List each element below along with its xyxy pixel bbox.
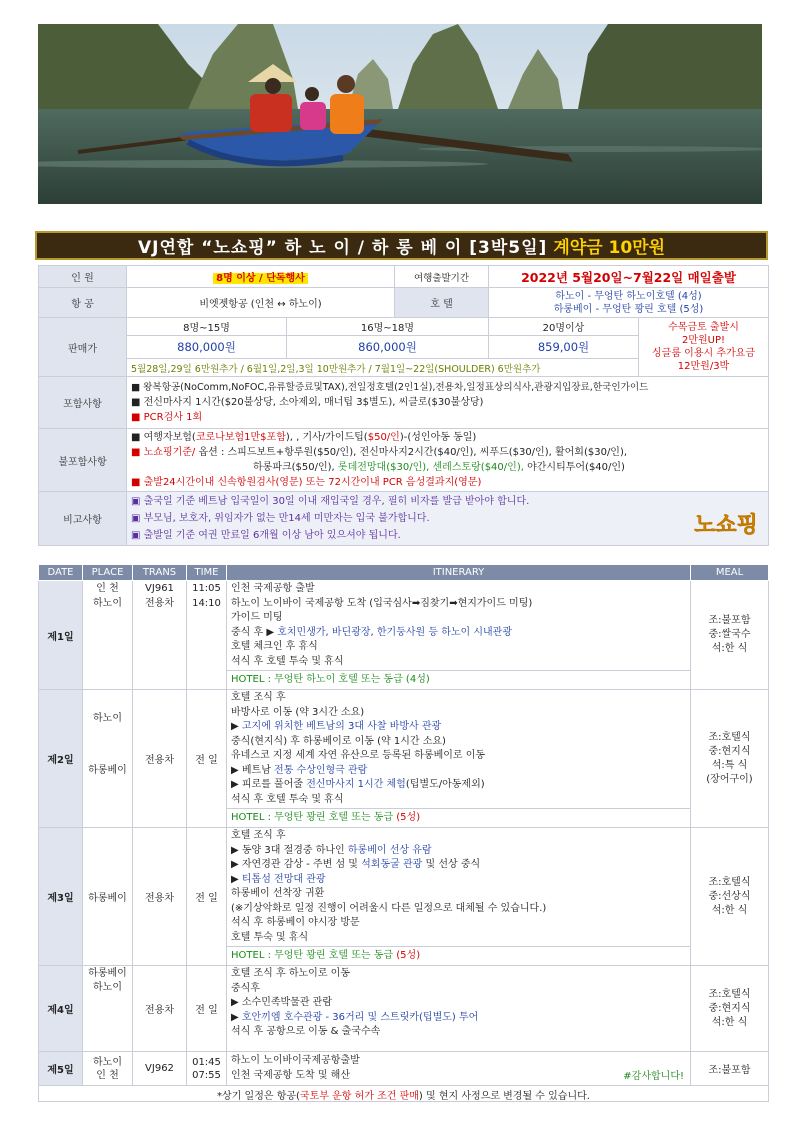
- exclude-2b: 옵션 : 스피드보트+항루원($50/인), 전신마사지2시간($40/인), 씨푸드($30/인), 활어회($30/인),: [195, 447, 628, 458]
- day2-trans: 전용차: [133, 690, 187, 828]
- day2-place1: 하노이: [93, 712, 122, 724]
- day1-line4b: 호치민생가, 바딘광장, 한기둥사원 등 하노이 시내관광: [277, 626, 512, 638]
- day4-line1: 호텔 조식 후 하노이로 이동: [231, 968, 350, 979]
- day2-line8: 석식 후 호텔 투숙 및 휴식: [231, 793, 344, 805]
- day2-line7b: 전신마사지 1시간 체험: [306, 779, 406, 790]
- include-line-1: ■ 왕복항공(NoComm,NoFOC,유류할증료및TAX),전일정호텔(2인1실),전용차,일정표상의식사,관광지입장료,한국인가이드: [131, 382, 649, 393]
- day5-line2: 인천 국제공항 도착 및 해산: [231, 1069, 350, 1081]
- day1-time: 11:05 14:10: [187, 581, 227, 690]
- hotel-halong: 하롱베이 - 무엉탄 꽝린 호텔 (5성): [553, 303, 704, 315]
- hero-photo: [38, 24, 762, 204]
- exclude-3b: 롯데전망대($30/인), 센레스토랑($40/인),: [337, 462, 524, 473]
- price-label: 판매가: [39, 318, 127, 377]
- day2-line3a: ▶: [231, 721, 242, 732]
- day5-meal: 조:불포함: [691, 1052, 769, 1086]
- exclude-3c: 야간시티투어($40/인): [523, 462, 625, 473]
- day1-line5: 호텔 체크인 후 휴식: [231, 641, 318, 652]
- day3-time: 전 일: [187, 828, 227, 966]
- day1-line3: 가이드 미팅: [231, 612, 283, 623]
- price-2: 860,000원: [358, 340, 417, 354]
- header-trans: TRANS: [133, 565, 187, 581]
- day3-line7: 석식 후 하롱베이 야시장 방문: [231, 917, 360, 928]
- day2-label: 제2일: [39, 690, 83, 828]
- day2-place2: 하롱베이: [88, 764, 127, 776]
- price-note-4: 12만원/3박: [677, 361, 730, 372]
- day3-meal: 조:호텔식 중:선상식 석:한 식: [691, 828, 769, 966]
- day1-meal: 조:불포함 중:쌀국수 석:한 식: [691, 581, 769, 690]
- airline-value: 비엣젯항공 (인천 ↔ 하노이): [127, 288, 395, 318]
- day2-hotel: HOTEL : 무엉탄 꽝린 호텔 또는 동급: [231, 812, 397, 823]
- note-c: ) 및 현지 사정으로 변경될 수 있습니다.: [418, 1091, 590, 1102]
- day1-line4a: 중식 후 ▶: [231, 626, 278, 638]
- exclude-1a: ■ 여행자보험(: [131, 432, 196, 443]
- day2-line4: 중식(현지식) 후 하롱베이로 이동 (약 1시간 소요): [231, 735, 446, 747]
- day2-hotel-grade: (5성): [396, 812, 421, 823]
- day4-label: 제4일: [39, 966, 83, 1052]
- day3-line3b: 석회동굴 관광: [361, 859, 423, 870]
- exclude-1d: $50/인: [367, 432, 400, 443]
- day2-line6b: 전통 수상인형극 관람: [274, 764, 368, 776]
- tour-title: VJ연합 “노쇼핑” 하 노 이 / 하 롱 베 이 [3박5일]: [137, 238, 548, 258]
- day5-time: 01:45 07:55: [187, 1052, 227, 1086]
- day1-line2: 하노이 노이바이 국제공항 도착 (입국심사➡짐찾기➡현지가이드 미팅): [231, 597, 533, 609]
- day4-time: 전 일: [187, 966, 227, 1052]
- day5-place: 하노이 인 천: [83, 1052, 133, 1086]
- day4-trans: 전용차: [133, 966, 187, 1052]
- include-line-3: ■ PCR검사 1회: [131, 412, 203, 423]
- hotel-hanoi: 하노이 - 무엉탄 하노이호텔 (4성): [555, 290, 702, 302]
- day1-line6: 석식 후 호텔 투숙 및 휴식: [231, 655, 344, 667]
- day2-line1: 호텔 조식 후: [231, 692, 286, 703]
- hotel-label: 호 텔: [395, 288, 489, 318]
- remark-line-1: ▣ 출국일 기준 베트남 입국일이 30일 이내 재입국일 경우, 필히 비자를 발급 받아야 합니다.: [131, 496, 530, 507]
- day4-line2: 중식후: [231, 982, 260, 994]
- note-b: 국토부 운항 허가 조건 판매: [299, 1091, 419, 1102]
- surcharge-text: 5월28일,29일 6만원추가 / 6월1일,2일,3일 10만원추가 / 7월1일~22일(SHOULDER) 6만원추가: [127, 359, 639, 377]
- header-date: DATE: [39, 565, 83, 581]
- itinerary-table: [38, 564, 769, 1086]
- day2-time: 전 일: [187, 690, 227, 828]
- price-note-2: 2만원UP!: [681, 335, 726, 346]
- day2-line6a: ▶ 베트남: [231, 764, 275, 776]
- day5-label: 제5일: [39, 1052, 83, 1086]
- price-header-3: 20명이상: [489, 318, 639, 336]
- day3-line3c: 및 선상 중식: [422, 859, 481, 870]
- header-time: TIME: [187, 565, 227, 581]
- day3-line6: (※기상악화로 일정 진행이 어려울시 다른 일정으로 대체될 수 있습니다.): [231, 902, 547, 914]
- day2-line2: 바방사로 이동 (약 3시간 소요): [231, 706, 365, 718]
- day3-line3a: ▶ 자연경관 감상 - 주변 섬 및: [231, 859, 362, 870]
- price-note-1: 수목금토 출발시: [668, 322, 739, 333]
- price-1: 880,000원: [177, 340, 236, 354]
- day3-line2b: 하롱베이 선상 유람: [347, 844, 432, 856]
- day3-line8: 호텔 투숙 및 휴식: [231, 931, 309, 943]
- day1-line1: 인천 국제공항 출발: [231, 583, 315, 594]
- day3-label: 제3일: [39, 828, 83, 966]
- tour-info-table: [38, 265, 769, 546]
- day5-line1: 하노이 노이바이국제공항출발: [231, 1055, 360, 1066]
- day4-line4b: 호안끼엠 호수관광 - 36거리 및 스트릿카(팁별도) 투어: [241, 1011, 479, 1023]
- exclude-line-4: ■ 출발24시간이내 신속항원검사(영문) 또는 72시간이내 PCR 음성결과지(영문): [131, 477, 482, 488]
- header-itinerary: ITINERARY: [227, 565, 691, 581]
- price-header-1: 8명~15명: [127, 318, 287, 336]
- exclude-1b: 코로나보험1만$포함: [195, 432, 286, 443]
- remark-line-3: ▣ 출발일 기준 여권 만료일 6개월 이상 남아 있으셔야 됩니다.: [131, 530, 401, 541]
- no-shopping-logo: [690, 498, 762, 546]
- exclude-1c: ), , 기사/가이드팁(: [285, 432, 368, 443]
- airline-label: 항 공: [39, 288, 127, 318]
- period-value: 2022년 5월20일~7월22일 매일출발: [521, 269, 736, 285]
- include-line-2: ■ 전신마사지 1시간($20불상당, 소아제외, 매너팁 3$별도), 씨클로($30불상당): [131, 397, 484, 408]
- day5-trans: VJ962: [133, 1052, 187, 1086]
- day5-thanks: #감사합니다!: [623, 1071, 684, 1082]
- day3-trans: 전용차: [133, 828, 187, 966]
- day3-line2a: ▶ 동양 3대 절경중 하나인: [231, 844, 348, 856]
- note-a: *상기 일정은 항공(: [217, 1091, 300, 1102]
- day1-label: 제1일: [39, 581, 83, 690]
- exclude-2a: ■ 노쇼핑기준/: [131, 447, 196, 458]
- title-banner: [35, 231, 768, 260]
- day4-place: 하롱베이 하노이: [83, 966, 133, 1052]
- header-place: PLACE: [83, 565, 133, 581]
- day4-line4a: ▶: [231, 1011, 242, 1023]
- period-label: 여행출발기간: [395, 266, 489, 288]
- day4-meal: 조:호텔식 중:현지식 석:한 식: [691, 966, 769, 1052]
- day3-hotel-grade: (5성): [396, 950, 421, 961]
- day2-line7a: ▶ 피로를 풀어줄: [231, 779, 307, 790]
- day2-line3b: 고지에 위치한 베트남의 3대 사찰 바방사 관광: [241, 721, 442, 732]
- deposit-text: 계약금 10만원: [553, 238, 665, 258]
- day2-line7c: (팁별도/아동제외): [405, 779, 485, 790]
- day3-line5: 하롱베이 선착장 귀환: [231, 888, 325, 899]
- price-header-2: 16명~18명: [287, 318, 489, 336]
- day2-meal: 조:호텔식 중:현지식 석:특 식 (장어구이): [691, 690, 769, 828]
- day4-line3: ▶ 소수민족박물관 관람: [231, 997, 332, 1008]
- header-meal: MEAL: [691, 565, 769, 581]
- day3-place: 하롱베이: [83, 828, 133, 966]
- day3-line4a: ▶: [231, 873, 242, 885]
- day3-hotel: HOTEL : 무엉탄 꽝린 호텔 또는 동급: [231, 950, 397, 961]
- remark-label: 비고사항: [39, 492, 127, 546]
- day1-hotel: HOTEL : 무엉탄 하노이 호텔 또는 동급 (4성): [227, 671, 691, 690]
- day2-line5: 유네스코 지정 세계 자연 유산으로 등록된 하롱베이로 이동: [231, 750, 486, 761]
- day3-line4b: 티톱섬 전망대 관광: [241, 873, 326, 885]
- persons-value: 8명 이상 / 단독행사: [213, 273, 308, 284]
- day4-line5: 석식 후 공항으로 이동 & 출국수속: [231, 1026, 381, 1037]
- include-label: 포함사항: [39, 377, 127, 429]
- persons-label: 인 원: [39, 266, 127, 288]
- day1-trans: VJ961 전용차: [133, 581, 187, 690]
- price-note-3: 싱글룸 이용시 추가요금: [652, 348, 755, 359]
- exclude-1e: )-(성인아동 동일): [399, 432, 477, 443]
- logo-text: 노쇼핑: [694, 513, 758, 538]
- remark-line-2: ▣ 부모님, 보호자, 위임자가 없는 만14세 미만자는 입국 불가합니다.: [131, 513, 430, 524]
- exclude-label: 불포함사항: [39, 429, 127, 492]
- day1-place: 인 천 하노이: [83, 581, 133, 690]
- price-3: 859,00원: [537, 340, 590, 354]
- footer-note: [38, 1085, 769, 1102]
- exclude-3a: 하롱파크($50/인),: [253, 462, 338, 473]
- day3-line1: 호텔 조식 후: [231, 830, 286, 841]
